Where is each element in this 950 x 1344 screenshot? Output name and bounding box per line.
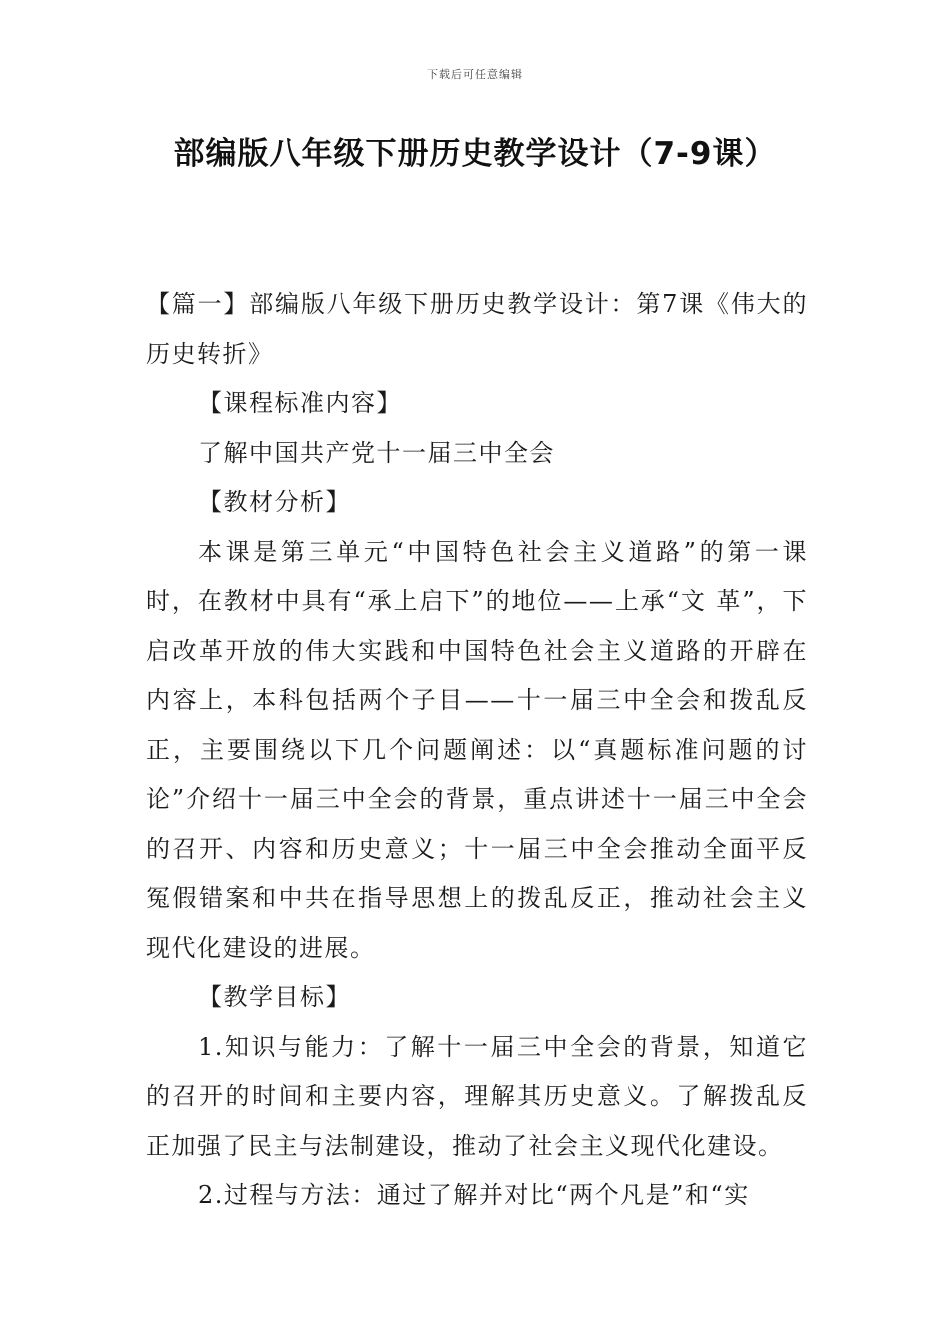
paragraph-goal-process: 2.过程与方法：通过了解并对比“两个凡是”和“实 [198,1181,750,1209]
document-title: 部编版八年级下册历史教学设计（7-9课） [173,136,777,172]
header-note: 下载后可任意编辑 [427,68,523,81]
section-heading-part-one: 【篇一】部编版八年级下册历史教学设计：第7课《伟大的历史转折》 [146,290,808,368]
subheading-curriculum-standard: 【课程标准内容】 [198,389,402,417]
subheading-textbook-analysis: 【教材分析】 [198,488,351,516]
document-body [146,280,808,1221]
subheading-teaching-goals: 【教学目标】 [198,983,351,1011]
paragraph-textbook-analysis: 本课是第三单元“中国特色社会主义道路”的第一课时，在教材中具有“承上启下”的地位——上承“文 革”，下启改革开放的伟大实践和中国特色社会主义道路的开辟在内容上，本科包括两个子目——十一届三中全会和拨乱反正，主要围绕以下几个问题阐述：以“真题标准问题的讨论”介绍十一届三中全会的背景，重点讲述十一届三中全会的召开、内容和历史意义；十一届三中全会推动全面平反冤假错案和中共在指导思想上的拨乱反正，推动社会主义现代化建设的进展。 [146,537,808,962]
paragraph-curriculum-content: 了解中国共产党十一届三中全会 [198,438,555,467]
paragraph-goal-knowledge: 1.知识与能力：了解十一届三中全会的背景，知道它的召开的时间和主要内容，理解其历史意义。了解拨乱反正加强了民主与法制建设，推动了社会主义现代化建设。 [146,1032,808,1160]
